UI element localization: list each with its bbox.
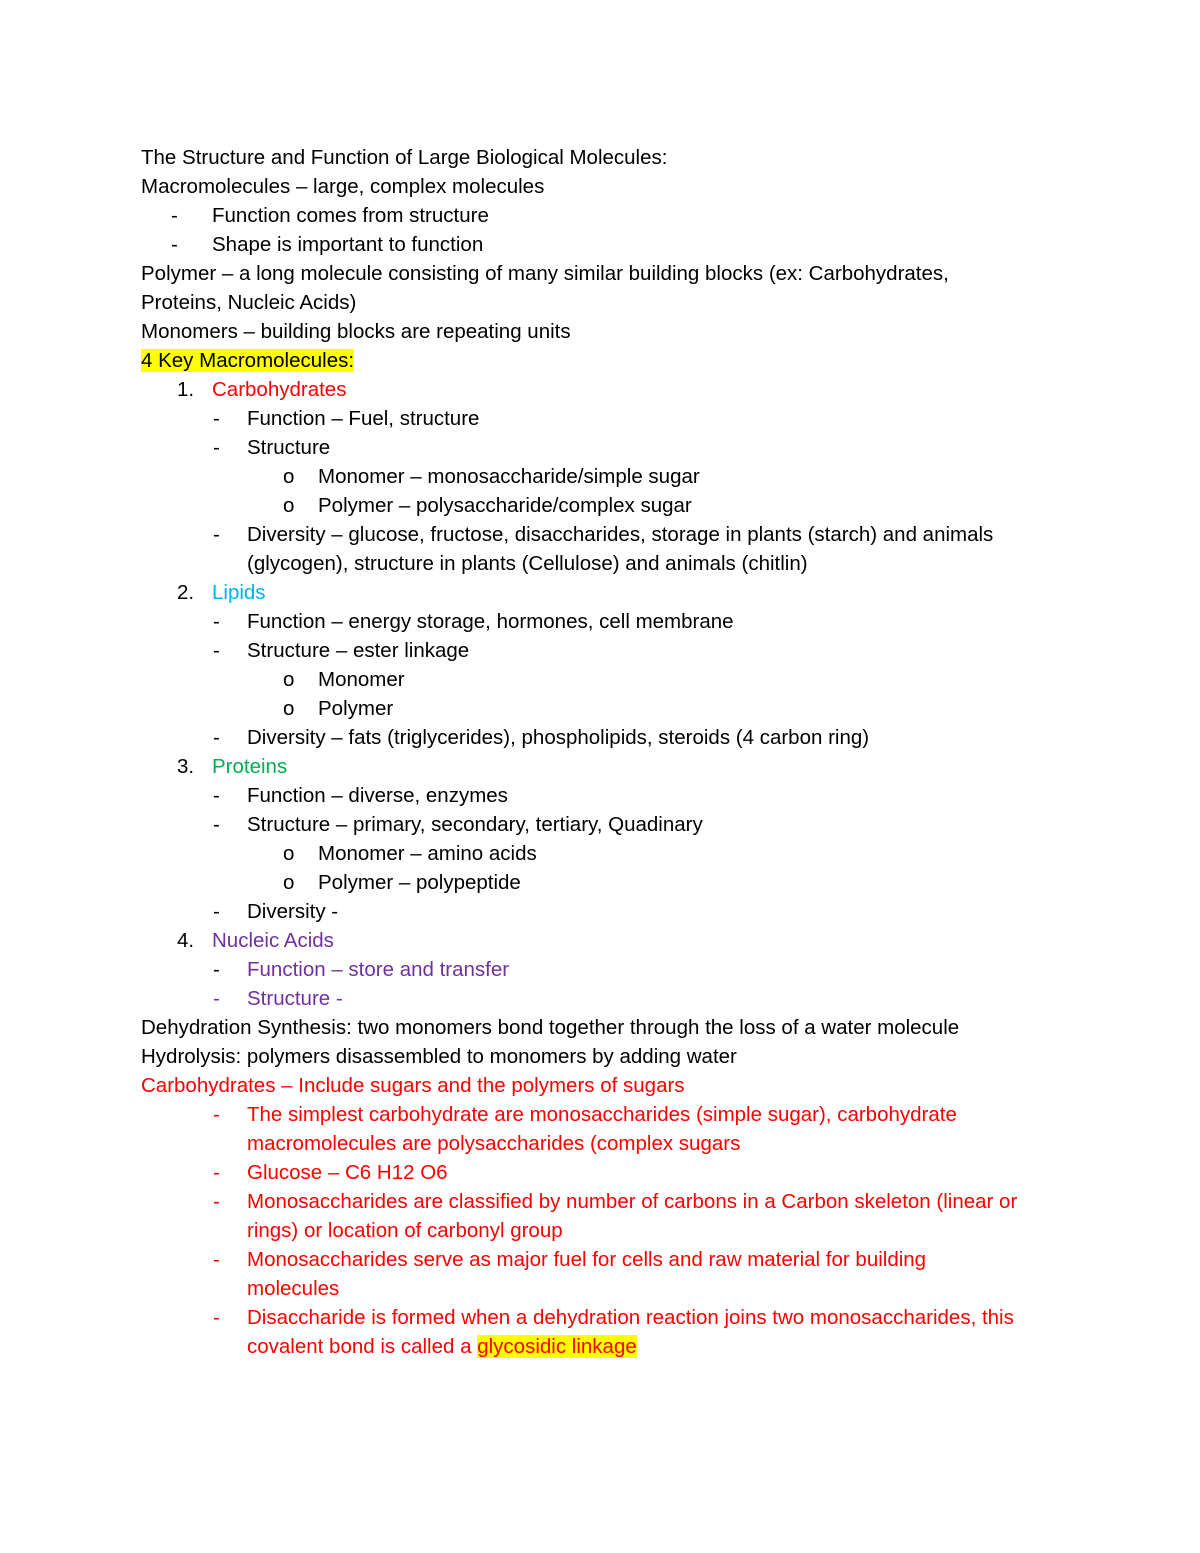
dash-bullet: -: [213, 1161, 220, 1184]
circle-bullet: o: [283, 697, 295, 720]
list-item: - Monosaccharides are classified by number of carbons in a Carbon skeleton (linear or: [141, 1187, 1081, 1216]
dash-bullet: -: [213, 726, 220, 749]
list-item: - Function – store and transfer: [141, 955, 1081, 984]
list-item: o Polymer – polysaccharide/complex sugar: [141, 491, 1081, 520]
dash-bullet: -: [213, 407, 220, 430]
dash-bullet: -: [171, 204, 178, 227]
circle-bullet: o: [283, 494, 295, 517]
circle-bullet: o: [283, 465, 295, 488]
list-item: - Structure – primary, secondary, tertiary, Quadinary: [141, 810, 1081, 839]
list-item-continuation: macromolecules are polysaccharides (complex sugars: [247, 1132, 741, 1155]
dash-bullet: -: [213, 1190, 220, 1213]
list-item-proteins: 3. Proteins: [177, 755, 288, 778]
dash-bullet: -: [213, 1248, 220, 1271]
dash-bullet: -: [213, 900, 220, 923]
dash-bullet: -: [213, 610, 220, 633]
list-item: - Diversity – fats (triglycerides), phospholipids, steroids (4 carbon ring): [141, 723, 1081, 752]
list-item-continuation: molecules: [247, 1277, 340, 1300]
list-item-carbohydrates: 1. Carbohydrates: [177, 378, 347, 401]
list-item: - Structure -: [141, 984, 1081, 1013]
circle-bullet: o: [283, 668, 295, 691]
carbohydrates-section-heading: Carbohydrates – Include sugars and the polymers of sugars: [141, 1074, 685, 1097]
dehydration-synthesis-definition: Dehydration Synthesis: two monomers bond together through the loss of a water molecule: [141, 1016, 960, 1039]
list-item: o Polymer – polypeptide: [141, 868, 1081, 897]
list-item-lipids: 2. Lipids: [177, 581, 266, 604]
list-item: - Function – diverse, enzymes: [141, 781, 1081, 810]
polymer-definition-line-1: Polymer – a long molecule consisting of many similar building blocks (ex: Carbohydrates,: [141, 262, 949, 285]
list-item: - The simplest carbohydrate are monosaccharides (simple sugar), carbohydrate: [141, 1100, 1081, 1129]
dash-bullet: -: [213, 813, 220, 836]
macromolecules-definition: Macromolecules – large, complex molecules: [141, 175, 545, 198]
hydrolysis-definition: Hydrolysis: polymers disassembled to monomers by adding water: [141, 1045, 737, 1068]
list-item: - Disaccharide is formed when a dehydration reaction joins two monosaccharides, this: [141, 1303, 1081, 1332]
polymer-definition-line-2: Proteins, Nucleic Acids): [141, 291, 357, 314]
document-title: The Structure and Function of Large Biological Molecules:: [141, 146, 668, 169]
circle-bullet: o: [283, 842, 295, 865]
circle-bullet: o: [283, 871, 295, 894]
dash-bullet: -: [213, 784, 220, 807]
glycosidic-linkage-highlight: glycosidic linkage: [477, 1335, 637, 1358]
dash-bullet: -: [213, 1103, 220, 1126]
dash-bullet: -: [213, 436, 220, 459]
list-item: - Function – energy storage, hormones, cell membrane: [141, 607, 1081, 636]
dash-bullet: -: [213, 1306, 220, 1329]
list-item: - Monosaccharides serve as major fuel for cells and raw material for building: [141, 1245, 1081, 1274]
list-item: - Diversity – glucose, fructose, disaccharides, storage in plants (starch) and animals: [141, 520, 1081, 549]
list-item: - Function – Fuel, structure: [141, 404, 1081, 433]
list-item: o Polymer: [141, 694, 1081, 723]
list-item-nucleic-acids: 4. Nucleic Acids: [177, 929, 334, 952]
key-macromolecules-heading: 4 Key Macromolecules:: [141, 349, 355, 372]
list-item: - Glucose – C6 H12 O6: [141, 1158, 1081, 1187]
list-item: - Structure – ester linkage: [141, 636, 1081, 665]
monomers-definition: Monomers – building blocks are repeating units: [141, 320, 571, 343]
dash-bullet: -: [171, 233, 178, 256]
list-item: - Diversity -: [141, 897, 1081, 926]
list-item: o Monomer – monosaccharide/simple sugar: [141, 462, 1081, 491]
list-item: - Structure: [141, 433, 1081, 462]
dash-bullet: -: [213, 958, 220, 981]
dash-bullet: -: [213, 987, 220, 1010]
list-item-continuation: rings) or location of carbonyl group: [247, 1219, 563, 1242]
list-item: - Function comes from structure: [141, 201, 1081, 230]
document-body: [141, 143, 1081, 1361]
list-item: - Shape is important to function: [141, 230, 1081, 259]
list-item: o Monomer: [141, 665, 1081, 694]
list-item-continuation: covalent bond is called a glycosidic linkage: [247, 1335, 637, 1358]
list-item: o Monomer – amino acids: [141, 839, 1081, 868]
dash-bullet: -: [213, 639, 220, 662]
dash-bullet: -: [213, 523, 220, 546]
list-item-continuation: (glycogen), structure in plants (Cellulose) and animals (chitlin): [247, 552, 808, 575]
